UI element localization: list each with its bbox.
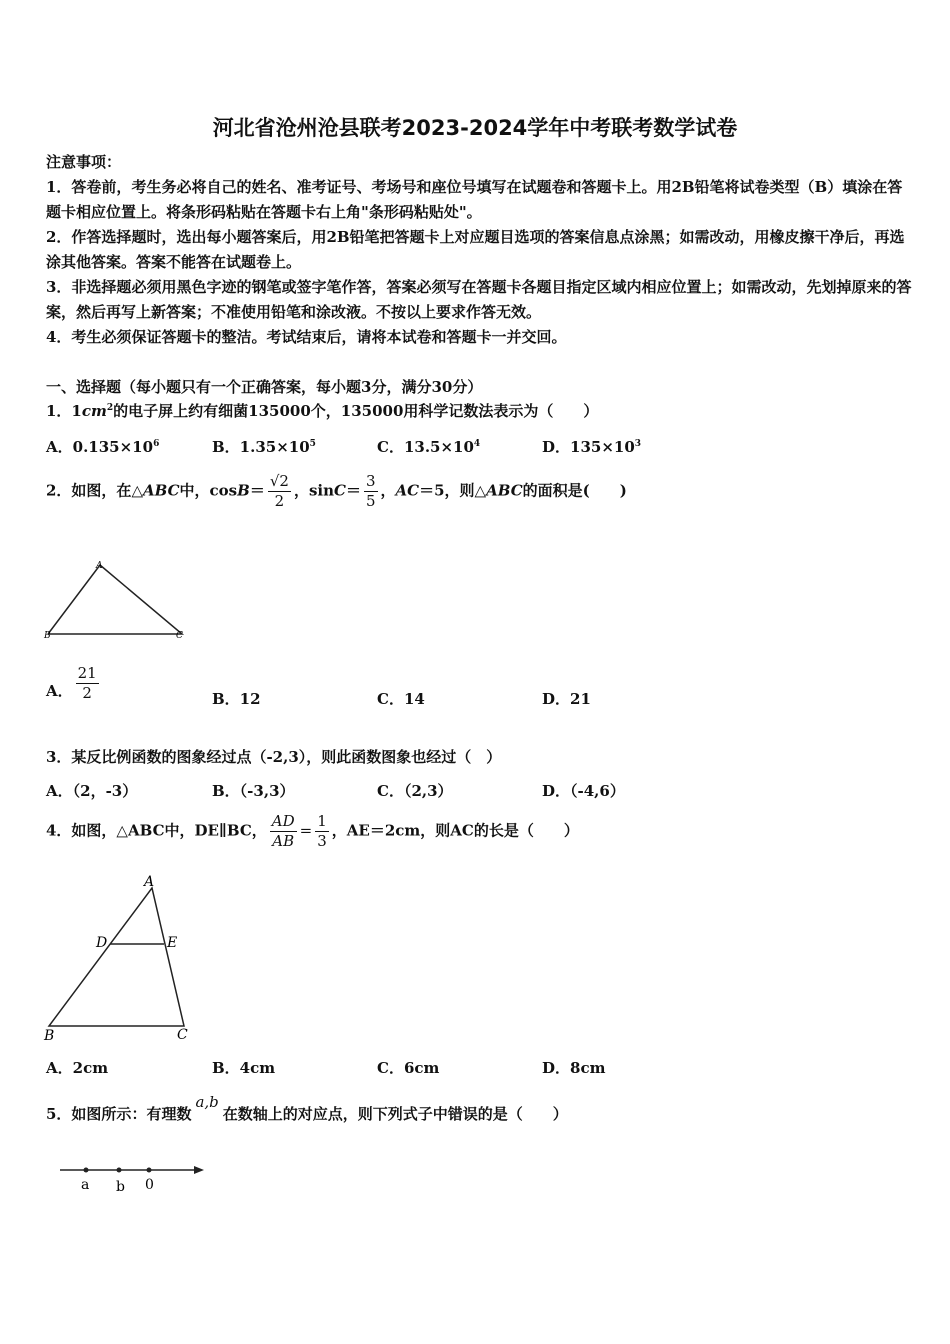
- q1-option-b: B．$1.35\times 10^5$: [212, 438, 316, 456]
- point-b: [117, 1168, 122, 1173]
- q4-label-e: E: [167, 935, 178, 951]
- question-1: 1．$1cm^2$的电子屏上约有细菌135000个，135000用科学记数法表示为（ ）: [46, 402, 599, 420]
- notice-heading: 注意事项：: [46, 153, 122, 171]
- notice-item-1: 1．答卷前，考生务必将自己的姓名、准考证号、考场号和座位号填写在试题卷和答题卡上。用2B铅笔将试卷类型（B）填涂在答题卡相应位置上。将条形码粘贴在答题卡右上角"条形码粘贴处"。: [46, 178, 903, 221]
- q4-option-b: B．4cm: [212, 1059, 276, 1077]
- q2-label-c: C: [176, 631, 183, 641]
- cos-fraction: $\frac{√2}{2}$: [269, 472, 289, 510]
- exam-title: 河北省沧州沧县联考2023-2024学年中考联考数学试卷: [212, 116, 738, 140]
- notice-item-4: 4．考生必须保证答题卡的整洁。考试结束后，请将本试卷和答题卡一并交回。: [46, 328, 567, 346]
- q2-triangle-figure: [44, 558, 189, 640]
- point-a: [84, 1168, 89, 1173]
- axis-label-a: a: [81, 1177, 90, 1193]
- q3-option-a: A．（2，-3）: [46, 782, 138, 800]
- q2-option-b: B．12: [212, 690, 261, 708]
- q4-triangle-figure: [40, 870, 200, 1045]
- q4-label-b: B: [44, 1028, 55, 1044]
- notice-item-3: 3．非选择题必须用黑色字迹的钢笔或签字笔作答，答案必须写在答题卡各题目指定区域内相应位置上；如需改动，先划掉原来的答案，然后再写上新答案；不准使用铅笔和涂改液。不按以上要求作答无效。: [46, 278, 912, 321]
- notice-item-2: 2．作答选择题时，选出每小题答案后，用2B铅笔把答题卡上对应题目选项的答案信息点涂黑；如需改动，用橡皮擦干净后，再选涂其他答案。答案不能答在试题卷上。: [46, 228, 905, 271]
- point-zero: [147, 1168, 152, 1173]
- q4-label-d: D: [96, 935, 108, 951]
- number-line-figure: [58, 1158, 208, 1198]
- q3-option-b: B．（-3,3）: [212, 782, 295, 800]
- q2-option-c: C．14: [377, 690, 425, 708]
- section-heading: 一、选择题（每小题只有一个正确答案，每小题3分，满分30分）: [46, 378, 483, 396]
- axis-label-b: b: [116, 1179, 125, 1195]
- q4-option-a: A．2cm: [46, 1059, 109, 1077]
- q3-option-c: C．（2,3）: [377, 782, 453, 800]
- sin-fraction: $\frac{3}{5}$: [365, 472, 376, 510]
- q2-label-b: B: [44, 631, 51, 641]
- question-3: 3．某反比例函数的图象经过点（-2,3），则此函数图象也经过（ ）: [46, 748, 502, 766]
- question-4: 4．如图，△ABC中，DE∥BC， $\frac{AD}{AB}$ = $\frac{1}{3}$ ，AE＝2cm，则AC的长是（ ）: [46, 812, 579, 850]
- q1-option-c: C．$13.5\times 10^4$: [377, 438, 481, 456]
- q2-label-a: A: [96, 561, 103, 571]
- q2-option-d: D．21: [542, 690, 591, 708]
- question-2: 2．如图，在△ABC中，cosB＝ $\frac{√2}{2}$ ，sinC＝ $\frac{3}{5}$ ，AC＝5，则△ABC的面积是( ): [46, 472, 627, 510]
- question-5: 5．如图所示：有理数a,b在数轴上的对应点，则下列式子中错误的是（ ）: [46, 1093, 568, 1123]
- q4-label-c: C: [177, 1027, 188, 1043]
- q4-option-c: C．6cm: [377, 1059, 440, 1077]
- q4-label-a: A: [144, 874, 155, 890]
- q2-option-a: A． $\frac{21}{2}$: [46, 664, 97, 702]
- q4-option-d: D．8cm: [542, 1059, 606, 1077]
- q3-option-d: D．（-4,6）: [542, 782, 625, 800]
- q1-option-a: A．$0.135\times 10^6$: [46, 438, 160, 456]
- q1-option-d: D．$135\times 10^3$: [542, 438, 642, 456]
- axis-label-zero: 0: [145, 1177, 154, 1193]
